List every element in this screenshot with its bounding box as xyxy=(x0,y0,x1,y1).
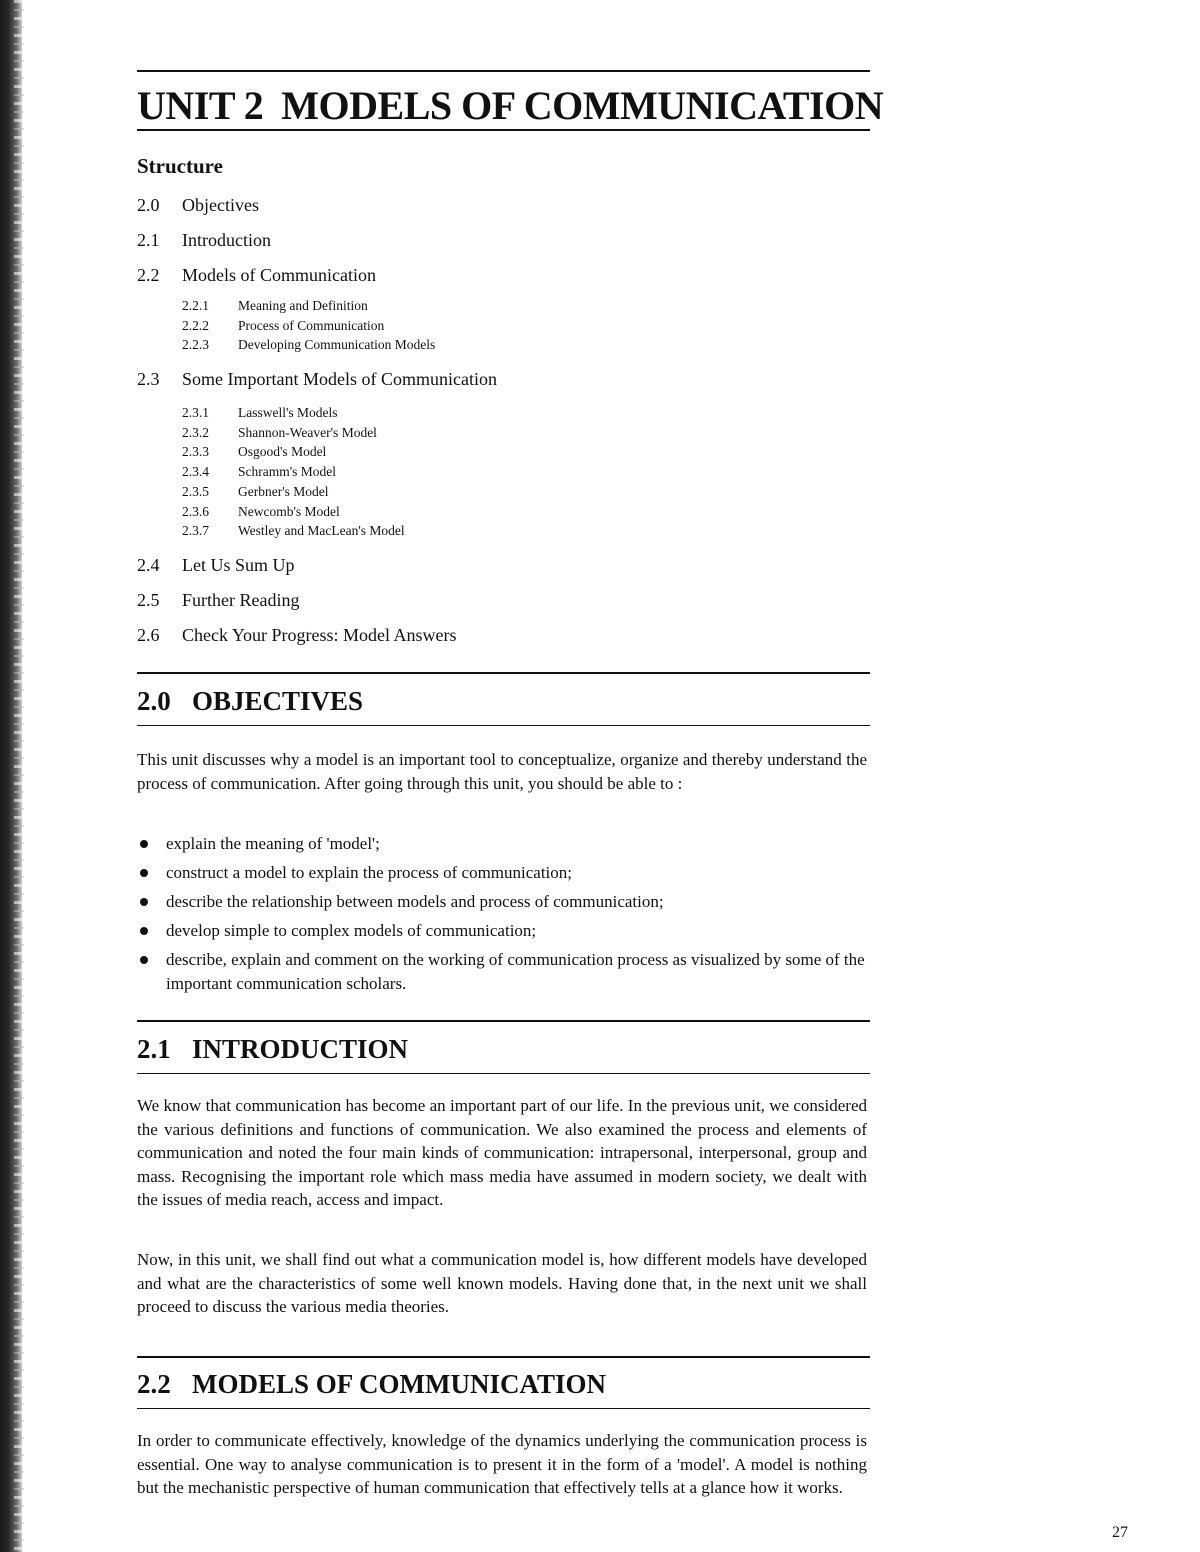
toc-item xyxy=(137,195,877,230)
toc-sub-item xyxy=(182,337,877,357)
section-title: MODELS OF COMMUNICATION xyxy=(192,1369,606,1399)
toc-sub-item xyxy=(182,444,877,464)
toc-label: Some Important Models of Communication xyxy=(182,369,497,390)
section-title: OBJECTIVES xyxy=(192,686,364,716)
toc-sub-item xyxy=(182,425,877,445)
toc-label: Models of Communication xyxy=(182,265,376,285)
toc-number: 2.1 xyxy=(137,230,160,250)
section-number: 2.2 xyxy=(137,1369,171,1399)
toc-label: Objectives xyxy=(182,195,259,215)
section-number: 2.1 xyxy=(137,1034,171,1064)
toc-sub-number: 2.2.3 xyxy=(182,337,209,353)
toc-sub-label: Osgood's Model xyxy=(238,444,327,460)
toc-sub-number: 2.3.6 xyxy=(182,503,209,519)
toc-sub-item xyxy=(182,484,877,504)
toc-number: 2.3 xyxy=(137,369,160,390)
toc-subsection-list xyxy=(137,405,877,543)
section-bottom-rule xyxy=(137,1073,870,1074)
page-number: 27 xyxy=(1112,1524,1128,1541)
toc-sub-label: Process of Communication xyxy=(238,317,385,333)
section-heading-introduction xyxy=(137,1034,408,1065)
toc-sub-number: 2.2.2 xyxy=(182,317,209,333)
introduction-paragraph: Now, in this unit, we shall find out what a communication model is, how different models have developed and what are the characteristics of some well known models. Having done that, in the next unit we shall proceed to discuss the various media theories. xyxy=(137,1250,867,1316)
toc-sub-number: 2.3.4 xyxy=(182,464,209,480)
toc-sub-label: Gerbner's Model xyxy=(238,483,329,499)
toc-item xyxy=(137,265,877,298)
section-title: INTRODUCTION xyxy=(192,1034,409,1064)
toc-item xyxy=(137,369,877,405)
toc-sub-label: Schramm's Model xyxy=(238,464,337,480)
unit-title-text: MODELS OF COMMUNICATION xyxy=(281,83,884,128)
models-paragraph: In order to communicate effectively, knowledge of the dynamics underlying the communication process is essential. One way to analyse communication is to present it in the form of a 'model'. A model is nothing but the mechanistic perspective of human communication that effectively tells at a glance how it works. xyxy=(137,1431,867,1497)
section-heading-models xyxy=(137,1369,606,1400)
unit-title xyxy=(137,82,883,129)
section-top-rule xyxy=(137,672,870,674)
toc-sub-number: 2.3.7 xyxy=(182,523,209,539)
structure-heading: Structure xyxy=(137,154,223,178)
toc-subsection-list xyxy=(137,298,877,357)
toc-label: Let Us Sum Up xyxy=(182,554,295,575)
toc-sub-item xyxy=(182,298,877,318)
objective-bullet: explain the meaning of 'model'; xyxy=(137,832,867,856)
title-top-rule xyxy=(137,70,870,72)
objectives-list xyxy=(137,832,867,1001)
toc-label: Introduction xyxy=(182,230,271,250)
title-bottom-rule xyxy=(137,129,870,131)
toc-item xyxy=(137,590,877,625)
toc-sub-number: 2.2.1 xyxy=(182,298,209,313)
table-of-contents xyxy=(137,195,877,660)
toc-sub-number: 2.3.2 xyxy=(182,424,209,440)
toc-sub-label: Westley and MacLean's Model xyxy=(238,523,405,539)
toc-label: Further Reading xyxy=(182,589,300,610)
toc-sub-item xyxy=(182,405,877,425)
toc-sub-number: 2.3.3 xyxy=(182,444,209,460)
section-bottom-rule xyxy=(137,1408,870,1409)
unit-number: UNIT 2 xyxy=(137,83,264,128)
section-bottom-rule xyxy=(137,725,870,726)
toc-sub-item xyxy=(182,504,877,524)
toc-sub-label: Meaning and Definition xyxy=(238,298,368,313)
toc-number: 2.4 xyxy=(137,554,160,575)
objective-bullet: develop simple to complex models of communication; xyxy=(137,919,867,943)
toc-sub-item xyxy=(182,464,877,484)
toc-sub-item xyxy=(182,318,877,338)
toc-number: 2.6 xyxy=(137,624,160,645)
section-number: 2.0 xyxy=(137,686,171,716)
toc-number: 2.0 xyxy=(137,195,160,215)
section-heading-objectives xyxy=(137,686,363,717)
section-top-rule xyxy=(137,1020,870,1022)
scan-edge-noise xyxy=(14,0,24,1552)
toc-item xyxy=(137,625,877,660)
toc-sub-number: 2.3.5 xyxy=(182,483,209,499)
section-top-rule xyxy=(137,1356,870,1358)
toc-sub-item xyxy=(182,523,877,543)
toc-sub-label: Newcomb's Model xyxy=(238,503,340,519)
toc-number: 2.5 xyxy=(137,589,160,610)
toc-item xyxy=(137,230,877,265)
toc-sub-label: Lasswell's Models xyxy=(238,405,338,421)
introduction-paragraph: We know that communication has become an important part of our life. In the previous unit, we considered the various definitions and functions of communication. We also examined the process and elements of communication and noted the four main kinds of communication: intrapersonal, interpersonal, group and mass. Recognising the important role which mass media have assumed in modern society, we dealt with the issues of media reach, access and impact. xyxy=(137,1096,867,1209)
toc-number: 2.2 xyxy=(137,265,160,285)
objective-bullet: describe the relationship between models and process of communication; xyxy=(137,890,867,914)
toc-sub-label: Developing Communication Models xyxy=(238,337,436,353)
objective-bullet: describe, explain and comment on the working of communication process as visualized by some of the important communication scholars. xyxy=(137,948,867,995)
toc-label: Check Your Progress: Model Answers xyxy=(182,624,457,645)
toc-sub-number: 2.3.1 xyxy=(182,405,209,421)
objectives-intro: This unit discusses why a model is an important tool to conceptualize, organize and thereby understand the process of communication. After going through this unit, you should be able to : xyxy=(137,750,867,793)
toc-item xyxy=(137,555,877,590)
objective-bullet: construct a model to explain the process of communication; xyxy=(137,861,867,885)
toc-sub-label: Shannon-Weaver's Model xyxy=(238,424,377,440)
